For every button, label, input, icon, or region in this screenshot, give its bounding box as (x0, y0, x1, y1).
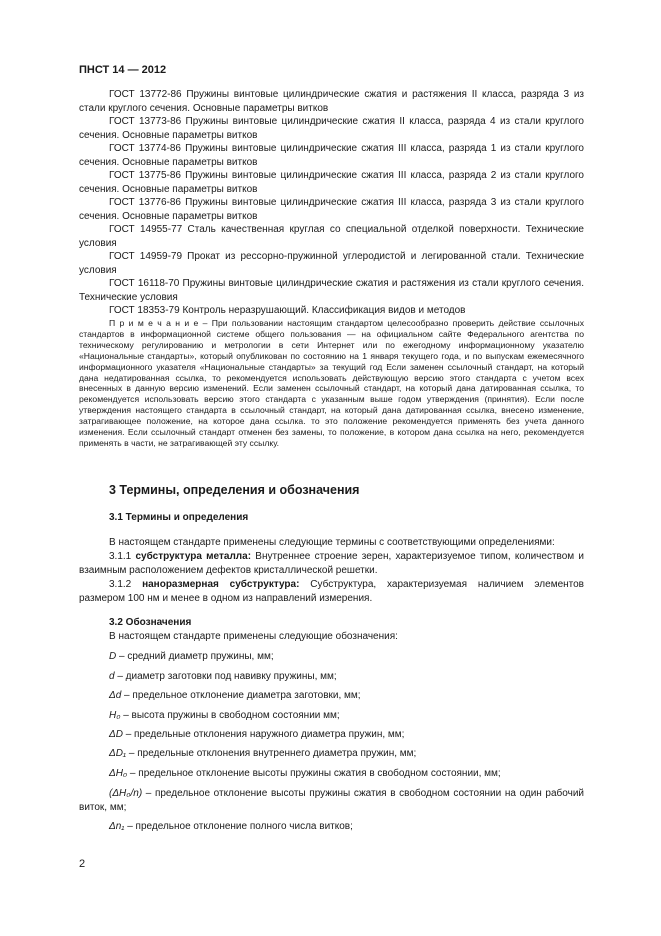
symbol-definition: – предельные отклонения внутреннего диаметра пружин, мм; (126, 748, 417, 759)
symbol: ΔD₁ (109, 748, 127, 759)
symbols-intro: В настоящем стандарте применены следующие обозначения: (109, 631, 398, 642)
symbol-item (79, 820, 584, 834)
symbol: Δn₁ (109, 821, 125, 832)
symbol-definition: – диаметр заготовки под навивку пружины, мм; (114, 671, 337, 682)
document-header: ПНСТ 14 — 2012 (79, 64, 167, 76)
term-3-1-1 (79, 550, 584, 577)
reference-item: ГОСТ 13776-86 Пружины винтовые цилиндрические сжатия III класса, разряда 3 из стали круглого сечения. Основные параметры витков (79, 197, 584, 222)
symbol-definition: – высота пружины в свободном состоянии мм; (120, 710, 340, 721)
note-paragraph (79, 318, 584, 449)
reference-item: ГОСТ 13772-86 Пружины винтовые цилиндрические сжатия и растяжения II класса, разряда 3 из стали круглого сечения. Основные параметры витков (79, 89, 584, 114)
subsection-3-1-heading: 3.1 Термины и определения (109, 512, 249, 523)
symbol-item (79, 728, 584, 742)
term-number: 3.1.1 (109, 551, 136, 562)
symbol-item (79, 650, 584, 664)
term-definition: Субструктура, характеризуемая наличием элементов размером 100 нм и менее в одном из направлений измерения. (79, 579, 584, 604)
references-list (79, 88, 584, 318)
symbol: D (109, 651, 117, 662)
symbol: ΔH₀ (109, 768, 128, 779)
symbol: Δd (109, 690, 122, 701)
reference-item: ГОСТ 16118-70 Пружины винтовые цилиндрические сжатия и растяжения из стали круглого сечения. Технические условия (79, 278, 584, 303)
term-3-1-2 (79, 578, 584, 605)
symbol-definition: – предельное отклонение высоты пружины сжатия в свободном состоянии на один рабочий виток, мм; (79, 788, 584, 813)
term-definition: Внутреннее строение зерен, характеризуемое типом, количеством и взаимным расположением дефектов кристаллической решетки. (79, 551, 584, 576)
symbol-definition: – средний диаметр пружины, мм; (116, 651, 274, 662)
subsection-3-2-heading: 3.2 Обозначения (109, 617, 192, 628)
symbol-definition: – предельное отклонение высоты пружины сжатия в свободном состоянии, мм; (127, 768, 501, 779)
reference-item: ГОСТ 13775-86 Пружины винтовые цилиндрические сжатия III класса, разряда 2 из стали круглого сечения. Основные параметры витков (79, 170, 584, 195)
symbol-item (79, 709, 584, 723)
symbol-item (79, 787, 584, 814)
reference-item: ГОСТ 14959-79 Прокат из рессорно-пружинной углеродистой и легированной стали. Технические условия (79, 251, 584, 276)
symbol-definition: – предельные отклонения наружного диаметра пружин, мм; (122, 729, 405, 740)
reference-item: ГОСТ 13774-86 Пружины винтовые цилиндрические сжатия III класса, разряда 1 из стали круглого сечения. Основные параметры витков (79, 143, 584, 168)
reference-item: ГОСТ 18353-79 Контроль неразрушающий. Классификация видов и методов (109, 305, 466, 316)
note-label: П р и м е ч а н и е (109, 318, 199, 328)
term-name: субструктура металла: (135, 551, 252, 562)
section-3-heading: 3 Термины, определения и обозначения (109, 483, 360, 497)
symbol: (ΔH₀/n) (109, 788, 143, 799)
symbol-item (79, 767, 584, 781)
symbol-item (79, 689, 584, 703)
term-name: наноразмерная субструктура: (142, 579, 300, 590)
reference-item: ГОСТ 14955-77 Сталь качественная круглая со специальной отделкой поверхности. Технические условия (79, 224, 584, 249)
page-number: 2 (79, 858, 86, 870)
symbol-definition: – предельное отклонение полного числа витков; (124, 821, 353, 832)
terms-intro: В настоящем стандарте применены следующие термины с соответствующими определениями: (109, 537, 555, 548)
symbol-item (79, 670, 584, 684)
symbol: H₀ (109, 710, 121, 721)
symbol-definition: – предельное отклонение диаметра заготовки, мм; (121, 690, 361, 701)
symbol: d (109, 671, 115, 682)
note-text: – При пользовании настоящим стандартом целесообразно проверить действие ссылочных стандартов в информационной системе общего пользования — на официальном сайте Федерального агентства по техническому регулированию и метрологии в сети Интернет или по ежегодному информационному указателю «Национальные стандарты», который опубликован по состоянию на 1 января текущего года, и по выпускам ежемесячного информационного указателя «Национальные стандарты» за текущий год Если заменен ссылочный стандарт, на который дана недатированная ссылка, то рекомендуется использовать действующую версию этого стандарта с учетом всех внесенных в данную версию изменений. Если заменен ссылочный стандарт, на который дана датированная ссылка, то рекомендуется использовать версию этого стандарта с указанным выше годом утверждения (принятия). Если после утверждения настоящего стандарта в ссылочный стандарт, на который дана датированная ссылка, внесено изменение, затрагивающее положение, на которое дана ссылка. то это положение рекомендуется применять без учета данного изменения. Если ссылочный стандарт отменен без замены, то положение, в котором дана ссылка на него, рекомендуется применять в части, не затрагивающей эту ссылку. (79, 318, 585, 448)
symbol: ΔD (109, 729, 123, 740)
term-number: 3.1.2 (109, 579, 143, 590)
reference-item: ГОСТ 13773-86 Пружины винтовые цилиндрические сжатия II класса, разряда 4 из стали круглого сечения. Основные параметры витков (79, 116, 584, 141)
symbol-item (79, 747, 584, 761)
